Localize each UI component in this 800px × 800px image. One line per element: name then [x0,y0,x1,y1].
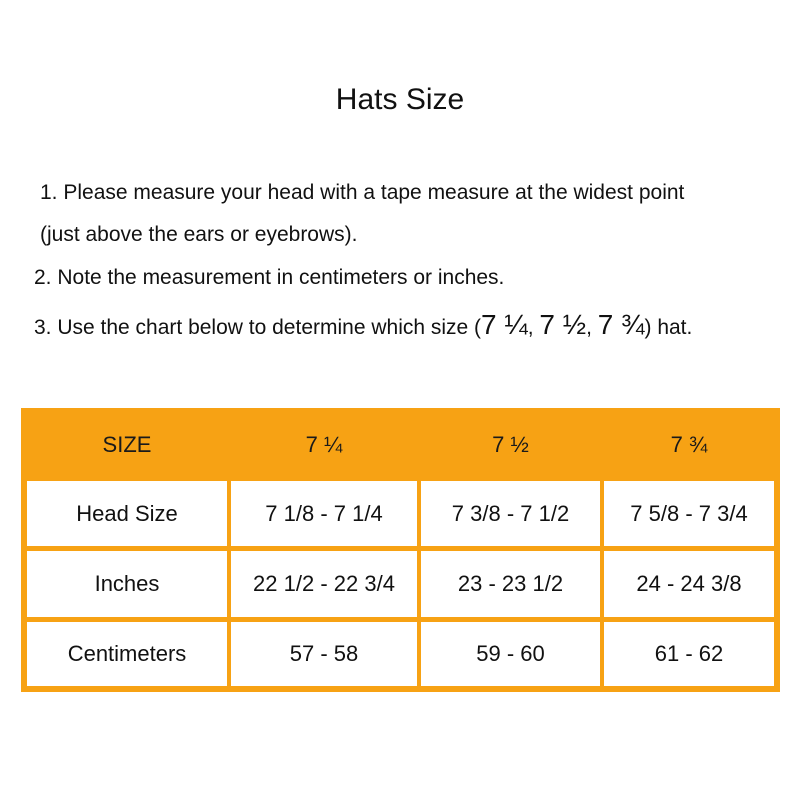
table-cell: 61 - 62 [604,622,774,686]
table-cell: 7 1/8 - 7 1/4 [231,481,417,546]
size-option-2: 7 ½ [539,309,587,340]
table-row-label-head-size: Head Size [27,481,227,546]
table-cell: 7 3/8 - 7 1/2 [421,481,600,546]
instruction-step-3-suffix: ) hat. [644,316,693,339]
size-separator: , [527,316,540,339]
size-option-1: 7 ¼ [481,309,528,340]
size-option-3: 7 ¾ [597,309,645,340]
table-cell: 7 5/8 - 7 3/4 [604,481,774,546]
table-header-col-3: 7 ¾ [604,413,774,476]
table-cell: 24 - 24 3/8 [604,551,774,617]
table-row-label-inches: Inches [27,551,227,617]
size-chart-table [21,408,780,692]
table-header-col-1: 7 ¼ [231,413,417,476]
page-title: Hats Size [335,83,465,116]
instruction-step-1-line-1: 1. Please measure your head with a tape measure at the widest point [40,181,685,204]
table-header-col-2: 7 ½ [421,413,600,476]
instruction-step-2: 2. Note the measurement in centimeters or inches. [34,266,505,289]
table-cell: 22 1/2 - 22 3/4 [231,551,417,617]
table-cell: 23 - 23 1/2 [421,551,600,617]
instruction-step-1-line-2: (just above the ears or eyebrows). [40,223,358,246]
table-header-size: SIZE [27,413,227,476]
table-cell: 59 - 60 [421,622,600,686]
table-row-label-centimeters: Centimeters [27,622,227,686]
instruction-step-3 [34,310,692,343]
table-cell: 57 - 58 [231,622,417,686]
instruction-step-3-prefix: 3. Use the chart below to determine which size ( [34,316,482,339]
size-separator: , [586,316,598,339]
